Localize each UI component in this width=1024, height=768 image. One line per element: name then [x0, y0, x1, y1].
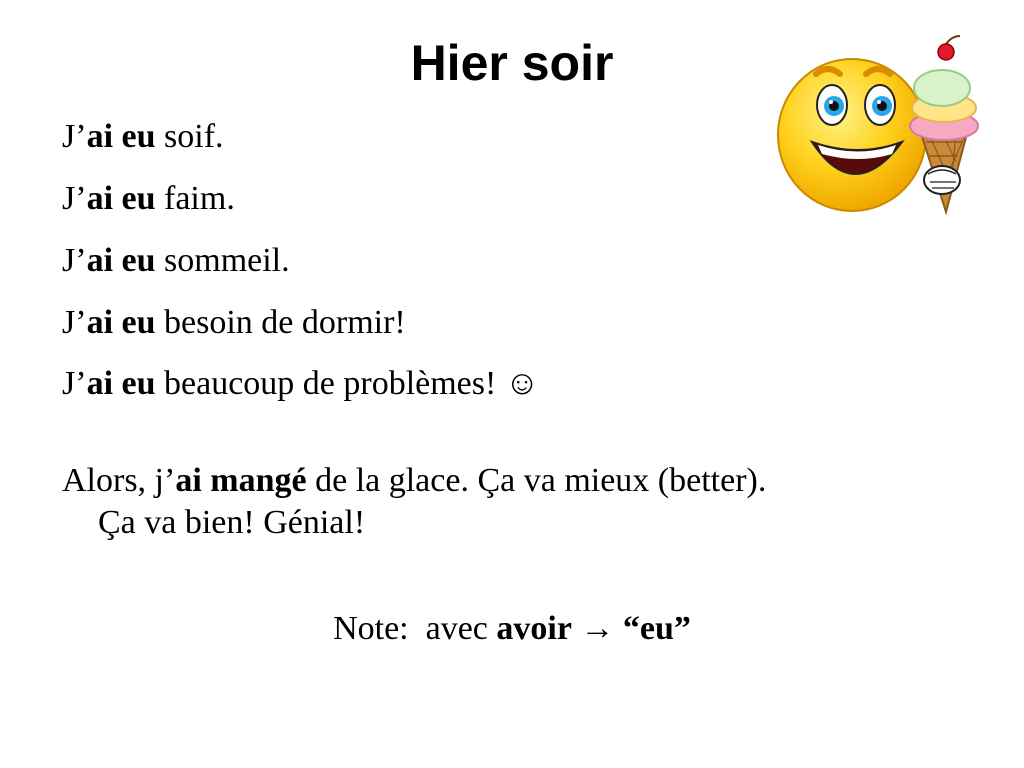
conclusion-line-1: Alors, j’ai mangé de la glace. Ça va mieux (better). — [62, 462, 767, 499]
slide-title: Hier soir — [410, 35, 614, 91]
conclusion-line-2: Ça va bien! Génial! — [98, 504, 366, 541]
smiley-ice-cream-icon — [770, 30, 990, 220]
conclusion-paragraph — [62, 460, 982, 544]
note-line: Note: avec avoir → “eu” — [333, 610, 691, 647]
example-line-3: J’ai eu sommeil. — [62, 242, 290, 279]
arrow-icon: → — [580, 610, 615, 647]
example-line-4: J’ai eu besoin de dormir! — [62, 304, 406, 341]
example-line-1: J’ai eu soif. — [62, 118, 224, 155]
example-line-5: J’ai eu beaucoup de problèmes! ☺ — [62, 365, 540, 402]
example-line-2: J’ai eu faim. — [62, 180, 235, 217]
